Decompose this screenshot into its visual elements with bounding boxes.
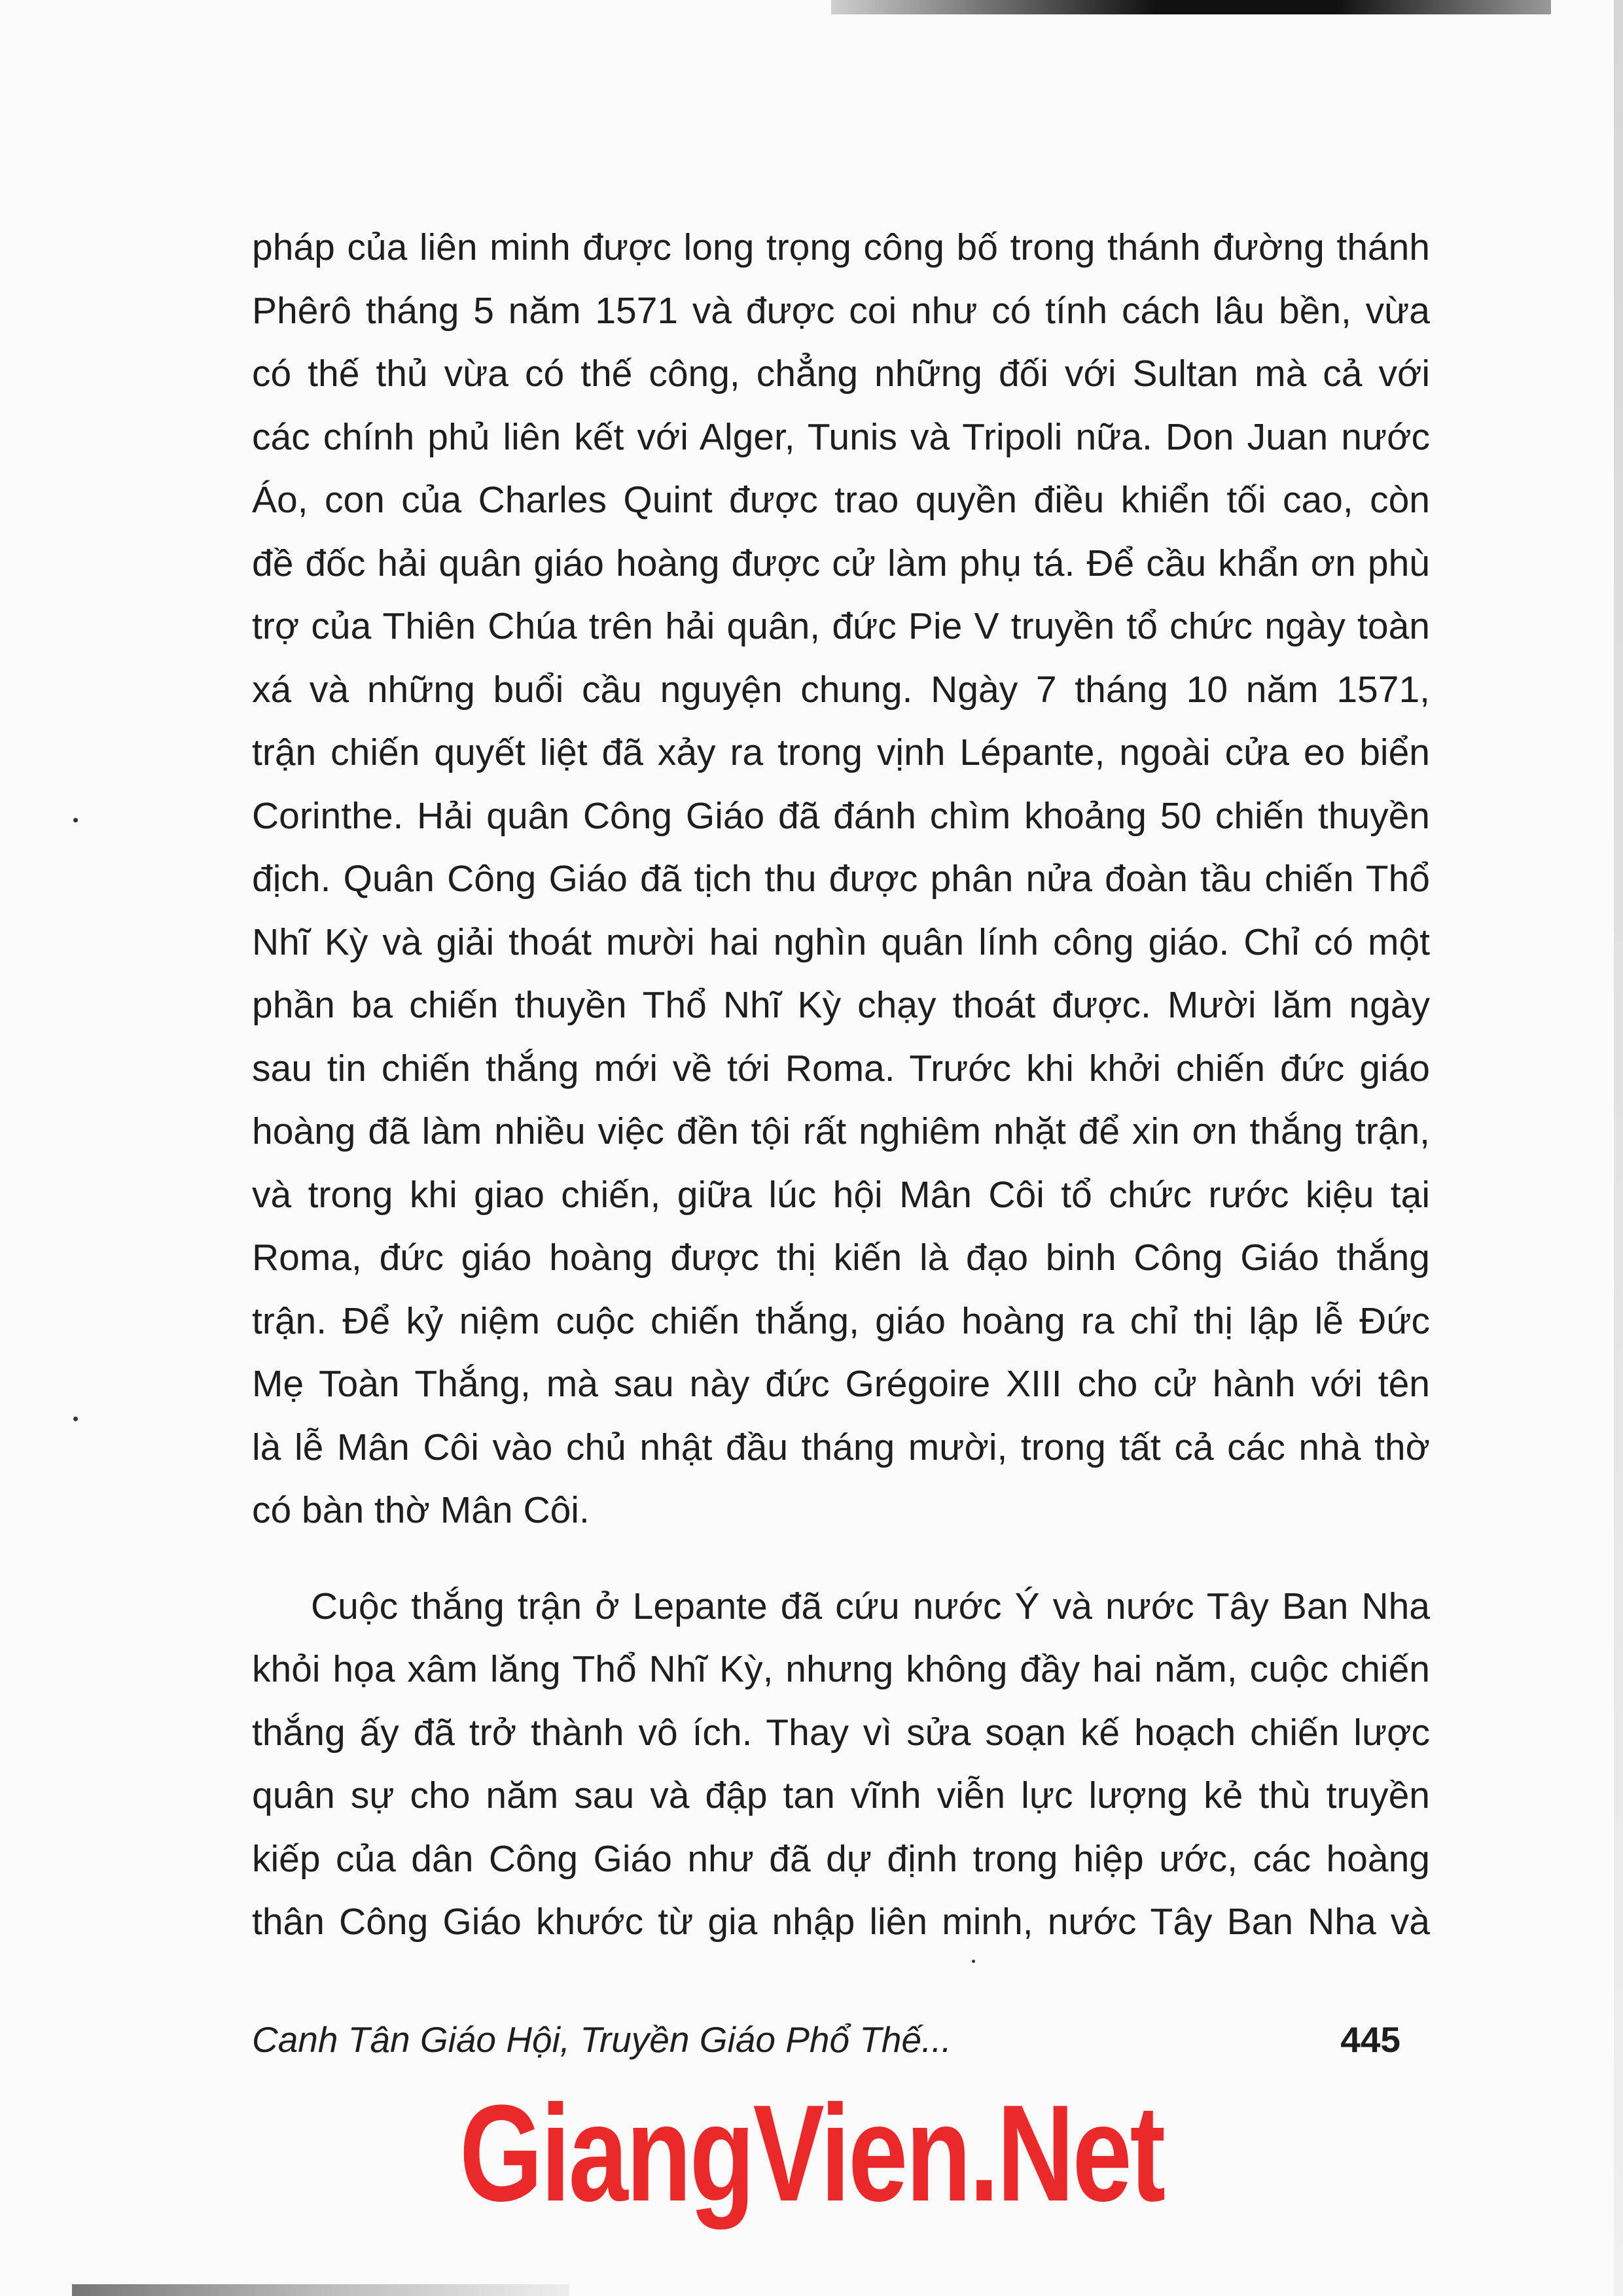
text-line: đề đốc hải quân giáo hoàng được cử làm phụ tá. Để cầu khẩn ơn phù xyxy=(252,542,1430,584)
text-line: phần ba chiến thuyền Thổ Nhĩ Kỳ chạy thoát được. Mười lăm ngày xyxy=(252,984,1430,1026)
text-line: Mẹ Toàn Thắng, mà sau này đức Grégoire XIII cho cử hành với tên xyxy=(252,1363,1430,1405)
text-line: trợ của Thiên Chúa trên hải quân, đức Pie V truyền tổ chức ngày toàn xyxy=(252,605,1430,647)
paragraph-1 xyxy=(252,216,1430,1542)
text-line: Roma, đức giáo hoàng được thị kiến là đạo binh Công Giáo thắng xyxy=(252,1237,1430,1279)
scan-speck xyxy=(73,1417,78,1421)
text-line: có thế thủ vừa có thế công, chẳng những đối với Sultan mà cả với xyxy=(252,353,1430,395)
scan-top-edge-shadow xyxy=(831,0,1551,14)
text-line: Corinthe. Hải quân Công Giáo đã đánh chìm khoảng 50 chiến thuyền xyxy=(252,794,1430,837)
text-line: Cuộc thắng trận ở Lepante đã cứu nước Ý và nước Tây Ban Nha xyxy=(311,1585,1430,1627)
text-line: các chính phủ liên kết với Alger, Tunis và Tripoli nữa. Don Juan nước xyxy=(252,415,1430,458)
scan-speck xyxy=(972,1960,975,1963)
text-line: quân sự cho năm sau và đập tan vĩnh viễn lực lượng kẻ thù truyền xyxy=(252,1775,1430,1816)
scan-right-edge-shadow xyxy=(1614,0,1623,2296)
text-line: sau tin chiến thắng mới về tới Roma. Trước khi khởi chiến đức giáo xyxy=(252,1047,1430,1089)
text-line: địch. Quân Công Giáo đã tịch thu được phân nửa đoàn tầu chiến Thổ xyxy=(252,858,1430,900)
text-line: Nhĩ Kỳ và giải thoát mười hai nghìn quân lính công giáo. Chỉ có một xyxy=(252,921,1430,963)
text-line: Phêrô tháng 5 năm 1571 và được coi như có tính cách lâu bền, vừa xyxy=(252,289,1430,332)
scan-bottom-edge-shadow xyxy=(72,2284,569,2296)
text-line: Áo, con của Charles Quint được trao quyền điều khiển tối cao, còn xyxy=(252,479,1430,521)
text-line: khỏi họa xâm lăng Thổ Nhĩ Kỳ, nhưng không đầy hai năm, cuộc chiến xyxy=(252,1648,1430,1690)
scan-speck xyxy=(73,818,78,822)
page-number: 445 xyxy=(1340,2019,1400,2060)
watermark: GiangVien.Net xyxy=(459,2076,1164,2230)
text-line: pháp của liên minh được long trọng công bố trong thánh đường thánh xyxy=(252,226,1430,268)
text-line: là lễ Mân Côi vào chủ nhật đầu tháng mười, trong tất cả các nhà thờ xyxy=(252,1426,1430,1468)
running-title: Canh Tân Giáo Hội, Truyền Giáo Phổ Thế... xyxy=(252,2019,952,2060)
paragraph-2 xyxy=(252,1575,1430,1954)
body-text xyxy=(252,216,1430,1954)
text-line: trận. Để kỷ niệm cuộc chiến thắng, giáo hoàng ra chỉ thị lập lễ Đức xyxy=(252,1299,1430,1342)
text-line: thân Công Giáo khước từ gia nhập liên minh, nước Tây Ban Nha và xyxy=(252,1901,1430,1943)
text-line: thắng ấy đã trở thành vô ích. Thay vì sửa soạn kế hoạch chiến lược xyxy=(252,1711,1430,1754)
page-footer xyxy=(252,2019,1400,2071)
text-line: kiếp của dân Công Giáo như đã dự định trong hiệp ước, các hoàng xyxy=(252,1837,1430,1880)
text-line: có bàn thờ Mân Côi. xyxy=(252,1489,590,1531)
text-line: và trong khi giao chiến, giữa lúc hội Mân Côi tổ chức rước kiệu tại xyxy=(252,1173,1430,1216)
text-line: hoàng đã làm nhiều việc đền tội rất nghiêm nhặt để xin ơn thắng trận, xyxy=(252,1110,1430,1152)
text-line: xá và những buổi cầu nguyện chung. Ngày 7 tháng 10 năm 1571, xyxy=(252,668,1430,711)
paragraph-spacing xyxy=(252,1542,1430,1575)
text-line: trận chiến quyết liệt đã xảy ra trong vịnh Lépante, ngoài cửa eo biển xyxy=(252,732,1430,773)
